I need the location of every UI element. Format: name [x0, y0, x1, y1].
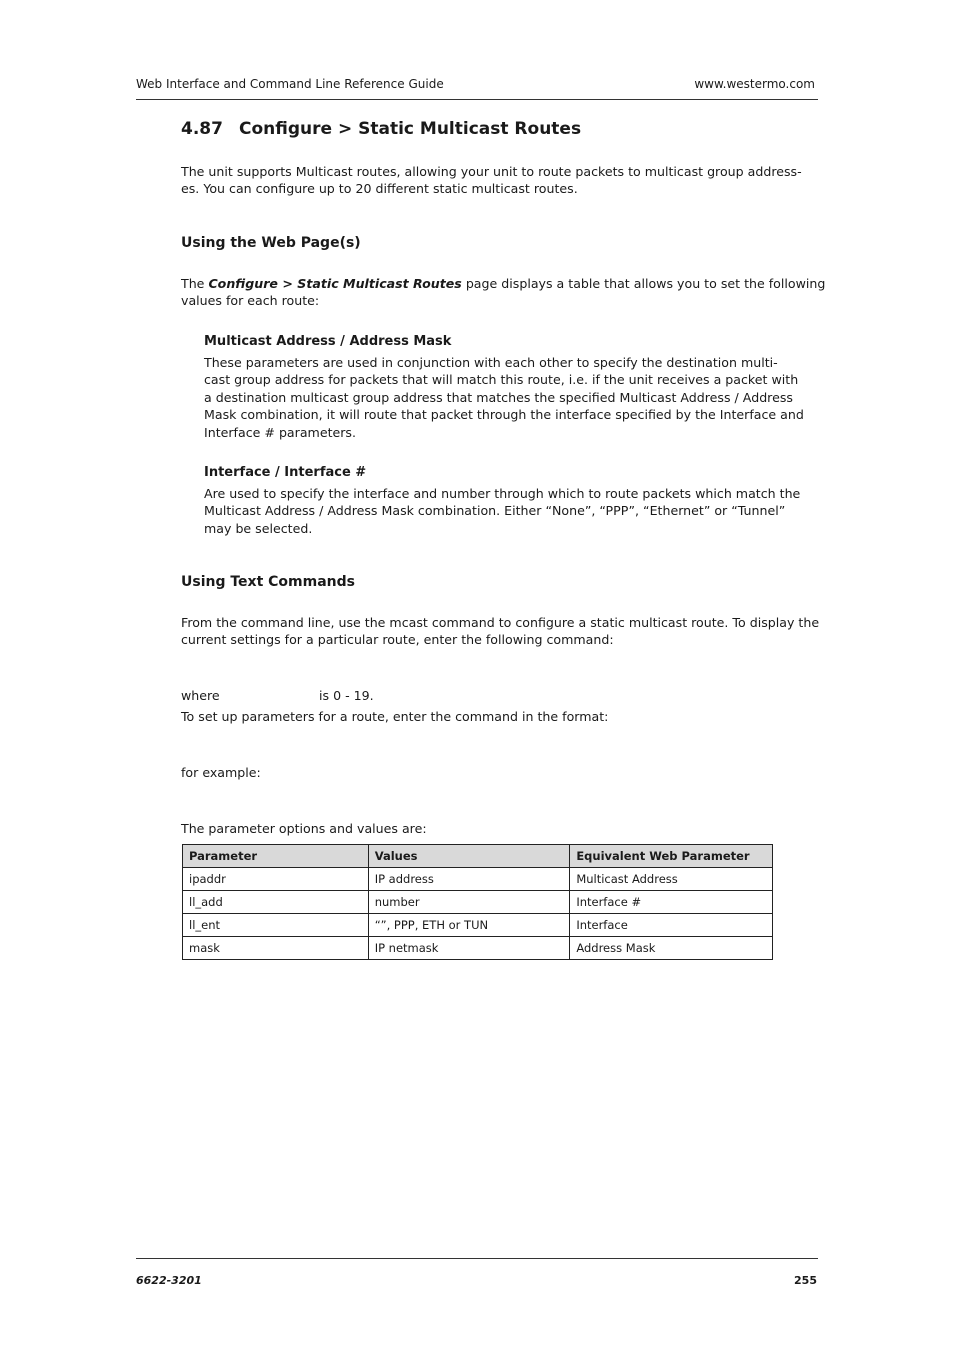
text-intro-line: current settings for a particular route, enter the following command:: [181, 632, 614, 648]
page-number: 255: [794, 1274, 817, 1287]
table-row: [183, 914, 773, 937]
header-rule: [136, 99, 818, 100]
table-cell: Multicast Address: [570, 868, 773, 891]
document-number: 6622-3201: [136, 1274, 202, 1287]
table-row: [183, 937, 773, 960]
section-title: Configure > Static Multicast Routes: [239, 119, 582, 139]
table-cell: number: [368, 891, 570, 914]
description-line: These parameters are used in conjunction with each other to specify the destination multi-: [204, 355, 778, 370]
column-header-parameter: Parameter: [183, 845, 369, 868]
running-header-title: Web Interface and Command Line Reference Guide: [136, 77, 444, 91]
web-intro-post: page displays a table that allows you to set the following: [461, 276, 826, 291]
column-header-values: Values: [368, 845, 570, 868]
table-cell: Address Mask: [570, 937, 773, 960]
description-line: Interface # parameters.: [204, 424, 356, 440]
table-cell: IP address: [368, 868, 570, 891]
where-label: where: [181, 688, 220, 703]
section-heading: [181, 119, 581, 139]
description-line: Multicast Address / Address Mask combination. Either “None”, “PPP”, “Ethernet” or “Tunnel”: [204, 503, 786, 519]
description-line: Mask combination, it will route that packet through the interface specified by the Interface and: [204, 407, 804, 423]
column-header-web-parameter: Equivalent Web Parameter: [570, 845, 773, 868]
web-intro-pre: The: [181, 276, 209, 291]
param-description-multicast-address: [204, 354, 804, 441]
where-value: is 0 - 19.: [319, 688, 374, 703]
param-heading-interface: Interface / Interface #: [204, 465, 367, 480]
intro-line: es. You can configure up to 20 different static multicast routes.: [181, 181, 578, 197]
table-row: [183, 868, 773, 891]
text-commands-heading: Using Text Commands: [181, 574, 355, 590]
description-line: cast group address for packets that will match this route, i.e. if the unit receives a packet with: [204, 372, 799, 388]
web-page-heading: Using the Web Page(s): [181, 235, 361, 251]
table-cell: Interface #: [570, 891, 773, 914]
table-cell: ipaddr: [183, 868, 369, 891]
section-number: 4.87: [181, 119, 223, 139]
text-intro-paragraph: [181, 614, 820, 649]
table-cell: ll_add: [183, 891, 369, 914]
table-cell: Interface: [570, 914, 773, 937]
running-header-url: www.westermo.com: [694, 77, 815, 91]
web-intro-line: [181, 275, 826, 292]
web-intro-emphasis: Configure > Static Multicast Routes: [208, 276, 462, 291]
param-description-interface: [204, 485, 801, 537]
table-row: [183, 891, 773, 914]
web-intro-paragraph: [181, 275, 826, 310]
intro-paragraph: [181, 163, 802, 198]
parameter-table: [182, 844, 773, 960]
description-line: may be selected.: [204, 520, 313, 536]
table-cell: IP netmask: [368, 937, 570, 960]
footer-rule: [136, 1258, 818, 1259]
intro-line: The unit supports Multicast routes, allowing your unit to route packets to multicast group address-: [181, 164, 802, 179]
setup-instruction: To set up parameters for a route, enter the command in the format:: [181, 709, 609, 724]
text-intro-line: From the command line, use the mcast command to configure a static multicast route. To display the: [181, 615, 820, 630]
web-intro-line: values for each route:: [181, 293, 320, 309]
table-intro: The parameter options and values are:: [181, 821, 427, 836]
table-cell: mask: [183, 937, 369, 960]
param-heading-multicast-address: Multicast Address / Address Mask: [204, 334, 452, 349]
table-cell: “”, PPP, ETH or TUN: [368, 914, 570, 937]
table-header-row: [183, 845, 773, 868]
description-line: Are used to specify the interface and number through which to route packets which match the: [204, 486, 801, 501]
description-line: a destination multicast group address that matches the specified Multicast Address / Address: [204, 389, 793, 405]
example-label: for example:: [181, 765, 261, 780]
table-cell: ll_ent: [183, 914, 369, 937]
